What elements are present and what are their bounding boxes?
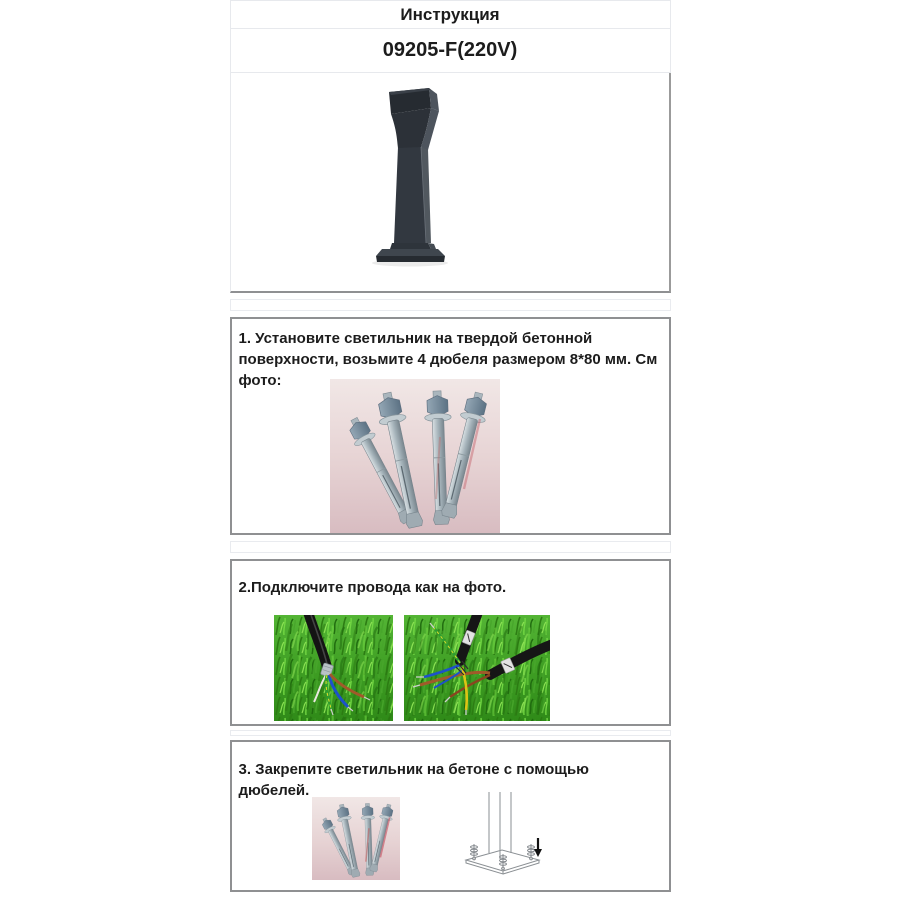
mounting-diagram [460,792,545,882]
wiring-photos [274,615,550,721]
instruction-sheet [230,0,671,892]
page-title-text: Инструкция [400,4,500,24]
step-2-text: 2.Подключите провода как на фото. [238,579,507,596]
anchor-bolts-small-image [312,797,400,880]
anchor-bolts-photo-image [330,379,500,533]
row-spacer [230,299,671,311]
step-1-text: 1. Установите светильник на твердой бетонной поверхности, возьмите 4 дюбеля размером 8*80 мм. См фото: [238,330,658,389]
model-number-text: 09205-F(220V) [382,39,518,61]
step-3-text: 3. Закрепите светильник на бетоне с помощью дюбелей. [238,761,589,799]
model-number [230,28,671,73]
connected-wires-photo [404,615,550,721]
bollard-light-image [231,73,672,292]
row-spacer [230,541,671,553]
step-2-section [230,559,671,726]
mounting-diagram-image [460,792,545,882]
stripped-cable-photo [274,615,393,721]
anchor-bolts-small-photo [312,797,400,880]
product-image-box [230,73,671,293]
step-1-section [230,317,671,535]
down-arrow-icon [534,838,542,857]
anchor-bolts-photo [330,379,500,533]
row-spacer [230,730,671,736]
page-title [230,0,671,28]
step-3-section [230,740,671,892]
